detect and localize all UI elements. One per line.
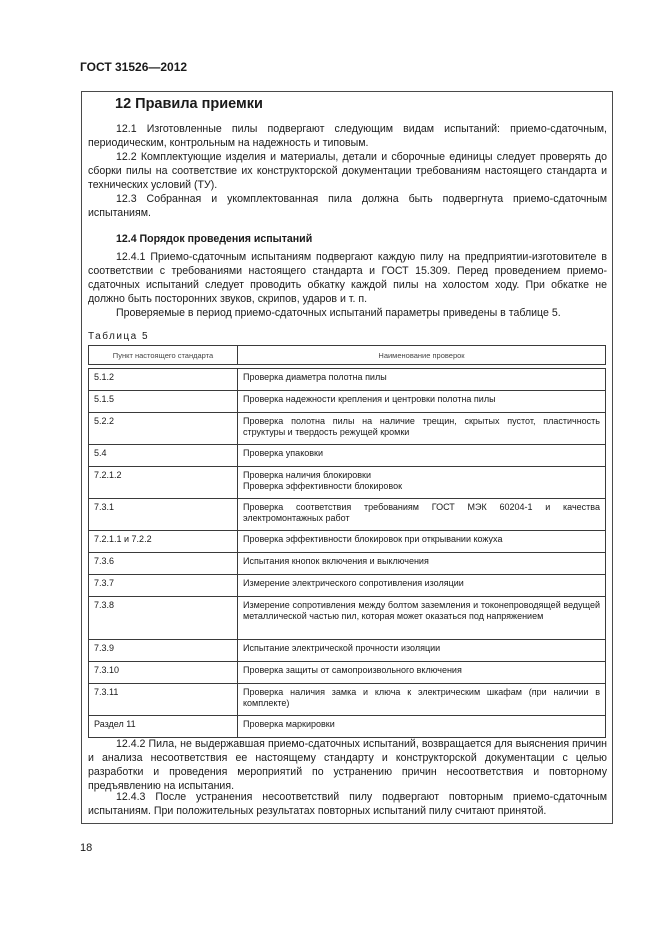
table-row [89, 467, 606, 499]
table-cell-check: Проверка эффективности блокировок при открывании кожуха [238, 531, 606, 553]
table-cell-clause: 7.2.1.1 и 7.2.2 [89, 531, 238, 553]
table-cell-check: Проверка соответствия требованиям ГОСТ МЭК 60204-1 и качества электромонтажных работ [238, 499, 606, 531]
table-cell-clause: 7.2.1.2 [89, 467, 238, 499]
table-cell-clause: 5.2.2 [89, 413, 238, 445]
table-cell-clause: 7.3.10 [89, 662, 238, 684]
table-cell-check: Проверка наличия блокировки Проверка эффективности блокировок [238, 467, 606, 499]
table-row [89, 413, 606, 445]
page-number: 18 [80, 842, 93, 854]
column-header-check: Наименование проверок [238, 346, 606, 365]
paragraph-checked-params: Проверяемые в период приемо-сдаточных испытаний параметры приведены в таблице 5. [116, 307, 561, 319]
table-cell-check: Проверка маркировки [238, 716, 606, 738]
table-row [89, 369, 606, 391]
paragraph-12-2: 12.2 Комплектующие изделия и материалы, детали и сборочные единицы следует проверять до сборки пилы на соответствие их конструкторской документации требованиям настоящего стандарта и технических условий (ТУ). [88, 151, 607, 191]
section-title: 12 Правила приемки [115, 96, 263, 112]
table-caption: Таблица 5 [88, 331, 150, 342]
table-cell-clause: 5.4 [89, 445, 238, 467]
subsection-title: 12.4 Порядок проведения испытаний [116, 233, 313, 245]
table-cell-check: Измерение сопротивления между болтом заземления и токонепроводящей ведущей металлической частью пил, которая может оказаться под напряжением [238, 597, 606, 640]
column-header-clause: Пункт настоящего стандарта [89, 346, 238, 365]
table-cell-clause: Раздел 11 [89, 716, 238, 738]
table-row [89, 662, 606, 684]
table-cell-check: Проверка упаковки [238, 445, 606, 467]
table-row [89, 684, 606, 716]
table-row [89, 640, 606, 662]
inspection-table [88, 345, 606, 738]
table-cell-check: Проверка наличия замка и ключа к электрическим шкафам (при наличии в комплекте) [238, 684, 606, 716]
table-cell-clause: 7.3.9 [89, 640, 238, 662]
table-cell-check: Проверка полотна пилы на наличие трещин, скрытых пустот, пластичность структуры и твердость режущей кромки [238, 413, 606, 445]
table-cell-clause: 7.3.11 [89, 684, 238, 716]
table-cell-check: Измерение электрического сопротивления изоляции [238, 575, 606, 597]
table-row [89, 391, 606, 413]
table-row [89, 445, 606, 467]
paragraph-12-4-1: 12.4.1 Приемо-сдаточным испытаниям подвергают каждую пилу на предприятии-изготовителе в соответствии с требованиями настоящего стандарта и ГОСТ 15.309. Перед проведением приемо-сдаточных испытаний следует проводить обкатку каждой пилы на холостом ходу. При обкатке не должно быть посторонних звуков, скрипов, ударов и т. п. [88, 251, 607, 305]
table-header-row [89, 346, 606, 365]
document-header: ГОСТ 31526—2012 [80, 60, 188, 74]
table-row [89, 597, 606, 640]
table-row [89, 531, 606, 553]
table-cell-check: Проверка диаметра полотна пилы [238, 369, 606, 391]
table-cell-check: Испытание электрической прочности изоляции [238, 640, 606, 662]
table-row [89, 499, 606, 531]
table-cell-clause: 7.3.1 [89, 499, 238, 531]
paragraph-12-1: 12.1 Изготовленные пилы подвергают следующим видам испытаний: приемо-сдаточным, периодическим, контрольным на надежность и типовым. [88, 123, 607, 149]
table-cell-clause: 5.1.2 [89, 369, 238, 391]
table-row [89, 716, 606, 738]
table-cell-clause: 7.3.8 [89, 597, 238, 640]
table-cell-check: Испытания кнопок включения и выключения [238, 553, 606, 575]
table-cell-clause: 7.3.6 [89, 553, 238, 575]
paragraph-12-4-3: 12.4.3 После устранения несоответствий пилу подвергают повторным приемо-сдаточным испытаниям. При положительных результатах повторных испытаний пилу считают принятой. [88, 791, 607, 817]
table-cell-check: Проверка защиты от самопроизвольного включения [238, 662, 606, 684]
table-cell-clause: 5.1.5 [89, 391, 238, 413]
table-cell-clause: 7.3.7 [89, 575, 238, 597]
table-cell-check: Проверка надежности крепления и центровки полотна пилы [238, 391, 606, 413]
table-row [89, 575, 606, 597]
paragraph-12-4-2: 12.4.2 Пила, не выдержавшая приемо-сдаточных испытаний, возвращается для выяснения причин и анализа несоответствия ее настоящему стандарту и конструкторской документации с целью разработки и проведения мероприятий по устранению причин несоответствия и повторному предъявлению на испытания. [88, 738, 607, 792]
paragraph-12-3: 12.3 Собранная и укомплектованная пила должна быть подвергнута приемо-сдаточным испытаниям. [88, 193, 607, 219]
table-row [89, 553, 606, 575]
